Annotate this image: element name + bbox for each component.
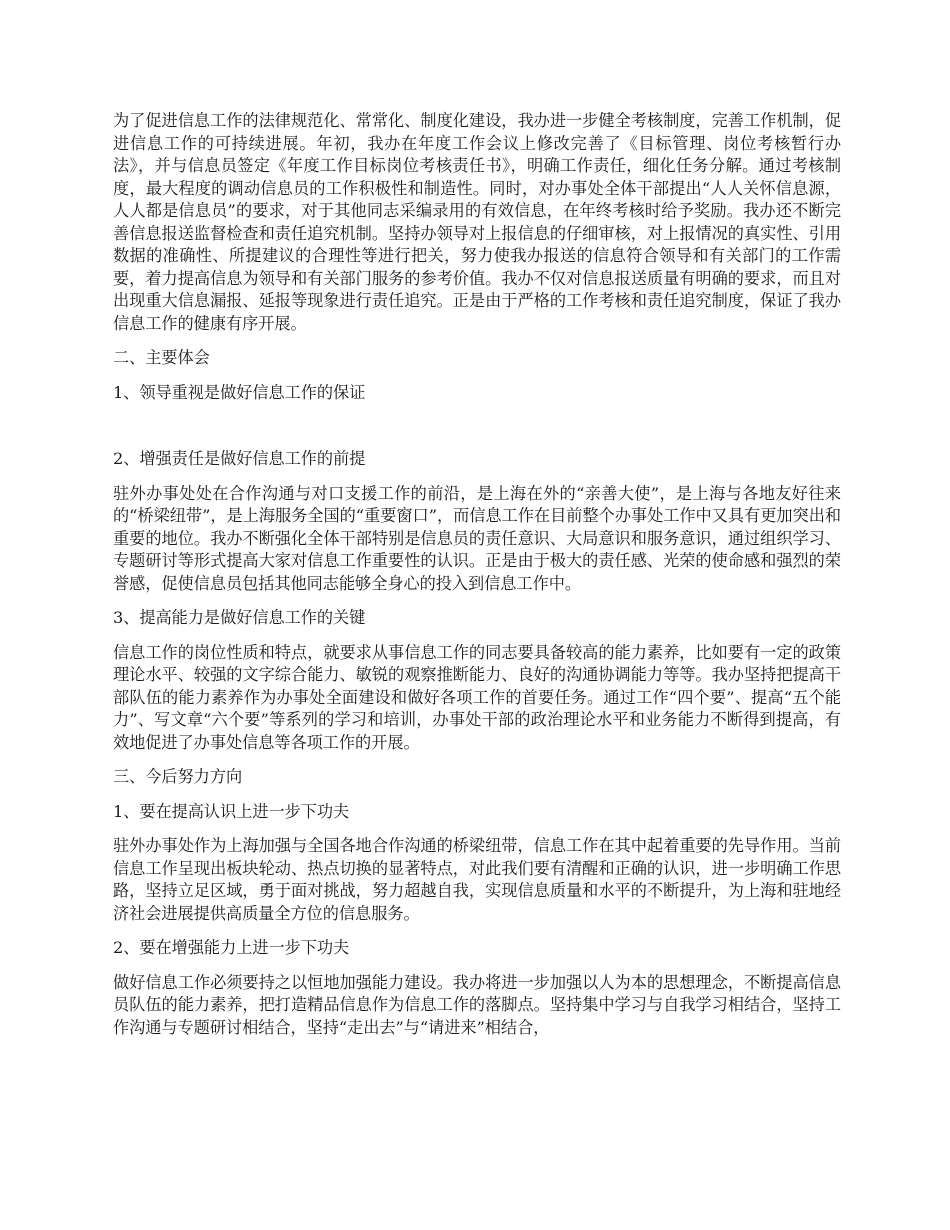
subheading-strengthen-ability: 2、要在增强能力上进一步下功夫: [113, 938, 350, 957]
paragraph-capability: 信息工作的岗位性质和特点，就要求从事信息工作的同志要具备较高的能力素养，比如要有一定的政策理论水平、较强的文字综合能力、敏锐的观察推断能力、良好的沟通协调能力等等。我办坚持把提高干部队伍的能力素养作为办事处全面建设和做好各项工作的首要任务。通过工作“四个要”、提高“五个能力”、写文章“六个要”等系列的学习和培训，办事处干部的政治理论水平和业务能力不断得到提高，有效地促进了办事处信息等各项工作的开展。: [113, 642, 841, 752]
paragraph-strengthen-ability: 做好信息工作必须要持之以恒地加强能力建设。我办将进一步加强以人为本的思想理念，不断提高信息员队伍的能力素养，把打造精品信息作为信息工作的落脚点。坚持集中学习与自我学习相结合，坚持工作沟通与专题研讨相结合，坚持“走出去”与“请进来”相结合，: [113, 972, 841, 1037]
subheading-responsibility: 2、增强责任是做好信息工作的前提: [113, 449, 366, 468]
paragraph-assessment-system: 为了促进信息工作的法律规范化、常常化、制度化建设，我办进一步健全考核制度，完善工作机制，促进信息工作的可持续进展。年初，我办在年度工作会议上修改完善了《目标管理、岗位考核暂行办法》，并与信息员签定《年度工作目标岗位考核责任书》，明确工作责任，细化任务分解。通过考核制度，最大程度的调动信息员的工作积极性和制造性。同时，对办事处全体干部提出“人人关怀信息源，人人都是信息员”的要求，对于其他同志采编录用的有效信息，在年终考核时给予奖励。我办还不断完善信息报送监督检查和责任追究机制。坚持办领导对上报信息的仔细审核，对上报情况的真实性、引用数据的准确性、所提建议的合理性等进行把关，努力使我办报送的信息符合领导和有关部门的工作需要，着力提高信息为领导和有关部门服务的参考价值。我办不仅对信息报送质量有明确的要求，而且对出现重大信息漏报、延报等现象进行责任追究。正是由于严格的工作考核和责任追究制度，保证了我办信息工作的健康有序开展。: [113, 111, 841, 333]
document-body: [113, 110, 841, 1051]
paragraph-responsibility: 驻外办事处处在合作沟通与对口支援工作的前沿，是上海在外的“亲善大使”，是上海与各地友好往来的“桥梁纽带”，是上海服务全国的“重要窗口”，而信息工作在目前整个办事处工作中又具有更加突出和重要的地位。我办不断强化全体干部特别是信息员的责任意识、大局意识和服务意识，通过组织学习、专题研讨等形式提高大家对信息工作重要性的认识。正是由于极大的责任感、光荣的使命感和强烈的荣誉感，促使信息员包括其他同志能够全身心的投入到信息工作中。: [113, 483, 841, 593]
paragraph-awareness: 驻外办事处作为上海加强与全国各地合作沟通的桥梁纽带，信息工作在其中起着重要的先导作用。当前信息工作呈现出板块轮动、热点切换的显著特点，对此我们要有清醒和正确的认识，进一步明确工作思路，坚持立足区域，勇于面对挑战，努力超越自我，实现信息质量和水平的不断提升，为上海和驻地经济社会进展提供高质量全方位的信息服务。: [113, 836, 841, 923]
subheading-leadership: 1、领导重视是做好信息工作的保证: [113, 382, 366, 402]
section-heading-future-direction: 三、今后努力方向: [113, 767, 243, 786]
subheading-capability: 3、提高能力是做好信息工作的关键: [113, 608, 366, 627]
blank-gap: [113, 416, 841, 448]
subheading-awareness: 1、要在提高认识上进一步下功夫: [113, 801, 350, 821]
section-heading-main-experience: 二、主要体会: [113, 348, 210, 367]
